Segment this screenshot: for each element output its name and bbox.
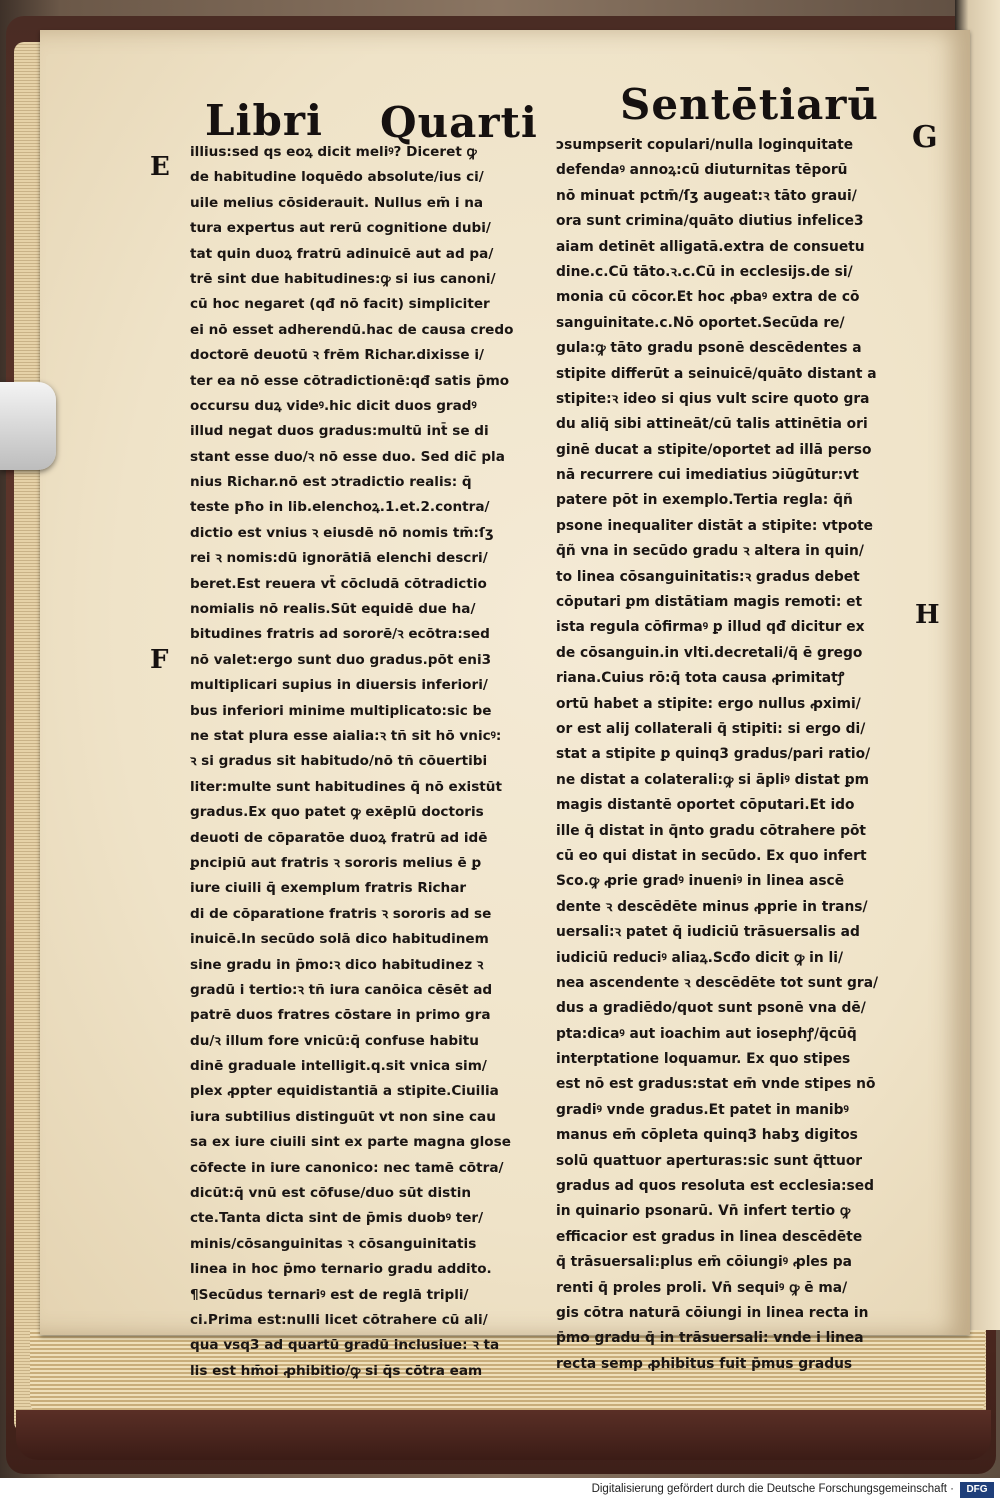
text-line: riana.Cuius rō:q̄ tota causa ꝓrimitatꝭ [556,670,845,687]
text-line: p̄mo gradu q̄ in trāsuersali: vnde i linea [556,1330,864,1347]
text-line: cōfecte in iure canonico: nec tamē cōtra/ [190,1159,504,1176]
text-line: sa ex iure ciuili sint ex parte magna glose [190,1134,511,1151]
text-line: cū eo qui distat in secūdo. Ex quo infert [556,847,867,864]
text-line: patrē duos fratres cōstare in primo gra [190,1007,491,1024]
text-line: ginē ducat a stipite/oportet ad illā perso [556,441,872,458]
text-line: solū quattuor aperturas:sic sunt q̄ttuor [556,1152,863,1169]
text-line: magis distantē oportet cōputari.Et ido [556,797,855,814]
text-line: nō valet:ergo sunt duo gradus.pōt eni3 [190,651,492,668]
text-line: doctorē deuotū ꝛ frēm Richar.dixisse i/ [190,347,484,364]
text-line: gradiꝰ vnde gradus.Et patet in manibꝰ [556,1101,849,1118]
text-line: de cōsanguin.in vlti.decretali/q̄ ē grego [556,644,863,661]
text-line: bitudines fratris ad sororē/ꝛ ecōtra:sed [190,626,490,643]
text-column-left [190,140,550,1384]
text-line: gradus ad quos resoluta est ecclesia:sed [556,1178,874,1195]
text-line: dictio est vnius ꝛ eiusdē nō nomis tm̄:ſʒ [190,524,494,541]
text-line: lis est hm̄oi ꝓhibitio/ꝙ si q̄s cōtra eam [190,1362,483,1379]
text-line: dente ꝛ descēdēte minus ꝓprie in trans/ [556,898,868,915]
text-line: cōputari ꝑm distātiam magis remoti: et [556,594,863,611]
text-line: manus em̄ cōpleta quinq3 habʒ digitos [556,1127,858,1144]
text-line: or est alij collaterali q̄ stipiti: si ergo di/ [556,720,866,737]
text-line: defendaꝰ annoꝝ:cū diuturnitas tēporū [556,162,848,179]
text-line: illius:sed qs eoꝝ dicit meliꝰ? Diceret ꝙ [190,144,477,160]
text-line: stipite:ꝛ ideo si qius vult scire quoto gra [556,390,870,407]
text-line: gula:ꝙ tāto gradu psonē descēdentes a [556,340,862,357]
text-line: ci.Prima est:nulli licet cōtrahere cū ali/ [190,1311,488,1328]
text-line: illud negat duos gradus:multū int̄ se di [190,423,489,440]
text-line: gradū i tertio:ꝛ tñ iura canōica cēsēt ad [190,981,493,998]
text-line: patere pōt in exemplo.Tertia regla: q̄ñ [556,492,853,509]
text-line: nā recurrere cui imediatius ɔiūgūtur:vt [556,467,859,484]
text-line: ɔsumpserit copulari/nulla loginquitate [556,137,854,153]
text-line: interptatione loquamur. Ex quo stipes [556,1051,851,1068]
text-line: in quinario psonarū. Vn̄ infert tertio ꝙ [556,1203,851,1220]
text-line: nius Richar.nō est ɔtradictio realis: q̄ [190,474,472,491]
running-head-left: Libri [205,96,323,145]
text-line: uersali:ꝛ patet q̄ iudiciū trāsuersalis ad [556,924,860,941]
text-line: rei ꝛ nomis:dū ignorātiā elenchi descri/ [190,550,488,567]
text-line: q̄ñ vna in secūdo gradu ꝛ altera in quin/ [556,543,864,560]
text-line: stant esse duo/ꝛ nō esse duo. Sed dic̄ pla [190,448,505,465]
margin-letter-h: H [915,600,940,630]
text-line: ¶Secūdus ternariꝰ est de reglā tripli/ [190,1286,469,1303]
text-line: tat quin duoꝝ fratrū adinuicē aut ad pa/ [190,245,494,262]
funding-credit: Digitalisierung gefördert durch die Deutsche Forschungsgemeinschaft · [591,1483,954,1495]
text-line: beret.Est reuera vt̄ cōcludā cōtradictio [190,575,487,592]
text-line: du aliq̄ sibi attineāt/cū talis attinētia ori [556,416,868,433]
text-line: de habitudine loquēdo absolute/ius ci/ [190,169,484,186]
text-line: minis/cōsanguinitas ꝛ cōsanguinitatis [190,1235,477,1252]
text-line: di de cōparatione fratris ꝛ sororis ad se [190,905,492,922]
margin-letter-f: F [150,645,169,675]
text-line: efficacior est gradus in linea descēdēte [556,1228,863,1245]
text-line: uile melius cōsiderauit. Nullus em̄ i na [190,194,484,211]
dfg-logo: DFG [960,1482,994,1498]
text-line: ꝑncipiū aut fratris ꝛ sororis melius ē ꝑ [190,854,482,871]
text-line: iura subtilius distinguūt vt non sine cau [190,1108,496,1125]
text-line: recta semp ꝓhibitus fuit p̄mus gradus [556,1355,853,1372]
text-line: ora sunt crimina/quāto diutius infelice3 [556,213,864,230]
text-line: occursu duꝝ videꝰ.hic dicit duos gradꝰ [190,397,477,414]
text-line: psone inequaliter distāt a stipite: vtpote [556,517,874,534]
text-line: Sco.ꝙ ꝓrie gradꝰ inueniꝰ in linea ascē [556,873,845,890]
text-line: ꝛ si gradus sit habitudo/nō tñ cōuertibi [190,753,488,770]
text-line: iudiciū reduciꝰ aliaꝝ.Scđo dicit ꝙ in li/ [556,949,844,966]
text-line: ei nō esset adherendū.hac de causa credo [190,321,514,338]
binding-bottom [16,1410,991,1460]
text-line: pta:dicaꝰ aut ioachim aut iosephꝭ/q̄cūq̄ [556,1025,857,1042]
text-line: du/ꝛ illum fore vnicū:q̄ confuse habitu [190,1032,479,1049]
text-line: to linea cōsanguinitatis:ꝛ gradus debet [556,568,860,585]
text-line: gradus.Ex quo patet ꝙ exēplū doctoris [190,804,484,821]
text-line: ter ea nō esse cōtradictionē:qđ satis p̄mo [190,372,510,389]
text-line: est nō est gradus:stat em̄ vnde stipes nō [556,1076,876,1093]
text-line: trē sint due habitudines:ꝙ si ius canoni/ [190,270,496,287]
text-line: ortū habet a stipite: ergo nullus ꝓximi/ [556,695,861,712]
text-line: dicūt:q̄ vnū est cōfuse/duo sūt distin [190,1185,472,1202]
text-line: inuicē.In secūdo solā dico habitudinem [190,931,489,948]
text-line: cte.Tanta dicta sint de p̄mis duobꝰ ter/ [190,1210,484,1227]
text-line: liter:multe sunt habitudines q̄ nō existūt [190,778,502,795]
text-column-right [556,133,916,1377]
text-line: qua vsq3 ad quartū gradū inclusiue: ꝛ ta [190,1337,500,1354]
text-line: aiam detinēt alligatā.extra de consuetu [556,238,865,255]
text-line: sanguinitate.c.Nō oportet.Secūda re/ [556,314,845,331]
running-head-right: Sentētiarū [620,80,879,129]
text-line: ista regula cōfirmaꝰ ꝑ illud qđ dicitur ex [556,619,865,636]
text-line: nea ascendente ꝛ descēdēte tot sunt gra/ [556,974,879,991]
text-line: teste pħo in lib.elenchoꝝ.1.et.2.contra/ [190,499,490,516]
text-line: gis cōtra naturā cōiungi in linea recta in [556,1304,869,1321]
folio-marker: G [912,120,938,155]
text-line: tura expertus aut rerū cognitione dubi/ [190,220,491,237]
running-head-center: Quarti [380,98,538,147]
text-line: sine gradu in p̄mo:ꝛ dico habitudinez ꝛ [190,956,484,973]
text-line: iure ciuili q̄ exemplum fratris Richar [190,880,467,897]
text-line: stat a stipite ꝑ quinq3 gradus/pari ratio/ [556,746,871,763]
text-line: cū hoc negaret (qđ nō facit) simpliciter [190,296,490,313]
footer-bar [0,1478,1000,1503]
text-line: bus inferiori minime multiplicato:sic be [190,702,492,719]
text-line: ne distat a colaterali:ꝙ si āpliꝰ distat ꝑm [556,771,869,788]
text-line: nō minuat pctm̄/ſʒ augeat:ꝛ tāto graui/ [556,187,857,204]
page-clip-tab [0,382,56,470]
margin-letter-e: E [150,152,170,182]
text-line: dinē graduale intelligit.q.sit vnica sim/ [190,1058,487,1075]
text-line: q̄ trāsuersali:plus em̄ cōiungiꝰ ꝓles pa [556,1254,852,1271]
text-line: ille q̄ distat in q̄nto gradu cōtrahere pōt [556,822,867,839]
text-line: monia cū cōcor.Et hoc ꝓbaꝰ extra de cō [556,289,860,306]
text-line: dine.c.Cū tāto.ꝛ.c.Cū in ecclesijs.de si/ [556,263,853,280]
text-line: stipite differūt a seinuicē/quāto distant a [556,365,877,382]
text-line: deuoti de cōparatōe duoꝝ fratrū ad idē [190,829,488,846]
text-line: linea in hoc p̄mo ternario gradu addito. [190,1261,492,1278]
text-line: multiplicari supius in diuersis inferiori/ [190,677,488,694]
text-line: plex ꝓpter equidistantiā a stipite.Ciuilia [190,1083,499,1100]
text-line: renti q̄ proles proli. Vn̄ sequiꝰ ꝙ ē ma/ [556,1279,848,1296]
text-line: dus a gradiēdo/quot sunt psonē vna dē/ [556,1000,866,1017]
text-line: nomialis nō realis.Sūt equidē due ha/ [190,601,476,618]
text-line: ne stat plura esse aialia:ꝛ tñ sit hō vnicꝰ: [190,727,502,744]
